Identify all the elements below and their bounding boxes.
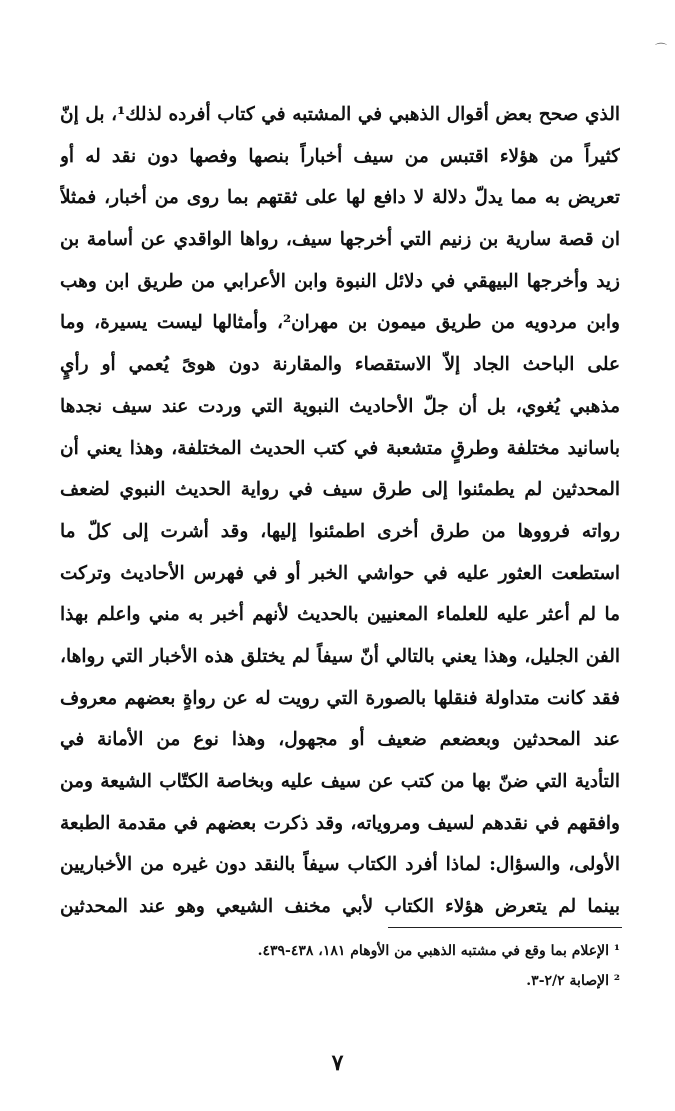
- body-line-14: الفن الجليل، وهذا يعني بالتالي أنّ سيفاً لم يختلق هذه الأخبار التي رواها،: [60, 645, 620, 667]
- body-line-18: وافقهم في نقدهم لسيف ومروياته، وقد ذكرت بعضهم في مقدمة الطبعة: [60, 812, 620, 834]
- body-line-20: بينما لم يتعرض هؤلاء الكتاب لأبي مخنف الشيعي وهو عند المحدثين: [60, 896, 620, 918]
- footnote-2: ² الإصابة ٢/٢-٣.: [526, 973, 620, 989]
- corner-mark: ⌒: [654, 42, 667, 56]
- body-line-8: مذهبي يُغوي، بل أن جلّ الأحاديث النبوية التي وردت عند سيف نجدها: [60, 395, 620, 417]
- body-line-10: المحدثين لم يطمئنوا إلى طرق سيف في رواية الحديث النبوي لضعف: [60, 479, 620, 501]
- body-text: [60, 94, 620, 928]
- body-line-6: وابن مردويه من طريق ميمون بن مهران²، وأمثالها ليست يسيرة، وما: [60, 312, 620, 334]
- body-line-15: فقد كانت متداولة فنقلها بالصورة التي رويت له عن رواةٍ بعضهم معروف: [60, 687, 620, 709]
- body-line-19: الأولى، والسؤال: لماذا أفرد الكتاب سيفاً بالنقد دون غيره من الأخباريين: [60, 854, 620, 876]
- body-line-4: ان قصة سارية بن زنيم التي أخرجها سيف، رواها الواقدي عن أسامة بن: [60, 229, 620, 251]
- body-line-11: رواته فرووها من طرق أخرى اطمئنوا إليها، وقد أشرت إلى كلّ ما: [60, 520, 620, 542]
- body-line-5: زيد وأخرجها البيهقي في دلائل النبوة وابن الأعرابي من طريق ابن وهب: [60, 270, 620, 292]
- footnotes: [200, 936, 620, 996]
- body-line-9: باسانيد مختلفة وطرقٍ متشعبة في كتب الحديث المختلفة، وهذا يعني أن: [60, 437, 620, 459]
- body-line-2: كثيراً من هؤلاء اقتبس من سيف أخباراً بنصها وفصها دون نقد له أو: [60, 145, 620, 167]
- body-line-3: تعريض به مما يدلّ دلالة لا دافع لها على ثقتهم بما روى من أخبار، فمثلاً: [60, 187, 620, 209]
- footnote-1: ¹ الإعلام بما وقع في مشتبه الذهبي من الأوهام ١٨١، ٤٣٨-٤٣٩.: [257, 943, 620, 959]
- body-line-12: استطعت العثور عليه في حواشي الخبر أو في فهرس الأحاديث وتركت: [60, 562, 620, 584]
- body-line-13: ما لم أعثر عليه للعلماء المعنيين بالحديث لأنهم أخبر به مني واعلم بهذا: [60, 604, 620, 626]
- body-line-1: الذي صحح بعض أقوال الذهبي في المشتبه في كتاب أفرده لذلك¹، بل إنّ: [60, 104, 620, 125]
- body-line-16: عند المحدثين وبعضعم ضعيف أو مجهول، وهذا نوع من الأمانة في: [60, 729, 620, 751]
- body-line-7: على الباحث الجاد إلاّ الاستقصاء والمقارنة دون هوىً يُعمي أو رأيٍ: [60, 354, 620, 376]
- page-number: ٧: [331, 1050, 344, 1076]
- body-line-17: التأدية التي ضنّ بها من كتب عن سيف عليه وبخاصة الكتّاب الشيعة ومن: [60, 771, 620, 792]
- footnote-divider: [388, 927, 622, 928]
